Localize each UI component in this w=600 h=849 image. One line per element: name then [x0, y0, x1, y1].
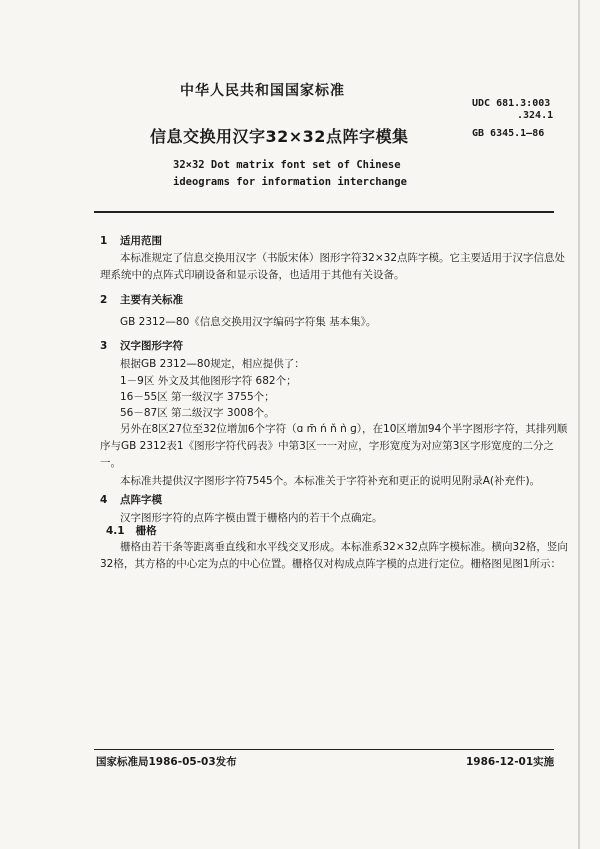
- document-title: 信息交换用汉字32×32点阵字模集: [150, 127, 409, 146]
- section-1-heading: [100, 233, 162, 248]
- gb-number: GB 6345.1—86: [472, 128, 545, 139]
- section-3-item-2: 16－55区 第一级汉字 3755个；: [120, 391, 275, 403]
- section-3-total: 本标准共提供汉字图形字符7545个。本标准关于字符补充和更正的说明见附录A(补充件)。: [120, 475, 541, 487]
- english-title-line-2: ideograms for information interchange: [173, 176, 407, 188]
- effective-date: 1986-12-01实施: [466, 756, 555, 768]
- section-2-heading: [100, 292, 183, 307]
- top-divider: [94, 211, 554, 213]
- section-4-heading: [100, 492, 162, 507]
- section-2-body: GB 2312—80《信息交换用汉字编码字符集 基本集》。: [120, 316, 377, 328]
- udc-code: [472, 98, 553, 122]
- english-title-line-1: 32×32 Dot matrix font set of Chinese: [173, 159, 401, 171]
- section-number: 4: [100, 494, 108, 506]
- section-number: 1: [100, 235, 108, 247]
- section-3-item-1: 1－9区 外文及其他图形字符 682个；: [120, 375, 297, 387]
- section-4-1-heading: [106, 523, 157, 538]
- section-4-1-body: 栅格由若干条等距离垂直线和水平线交叉形成。本标准系32×32点阵字模标准。横向32格，竖向32格，其方格的中心定为点的中心位置。栅格仅对构成点阵字模的点进行定位。栅格图见图1所示：: [100, 541, 568, 570]
- udc-line-1: UDC 681.3:003: [472, 98, 551, 109]
- section-4-body: 汉字图形字符的点阵字模由置于栅格内的若干个点确定。: [120, 512, 383, 524]
- udc-line-2: .324.1: [517, 110, 554, 121]
- section-title: 汉字图形字符: [120, 340, 183, 352]
- section-title: 适用范围: [120, 235, 162, 247]
- scan-edge-line: [578, 0, 580, 849]
- subsection-title: 栅格: [135, 525, 157, 537]
- section-3-heading: [100, 338, 183, 353]
- english-title: [173, 157, 473, 191]
- section-1-body: 本标准规定了信息交换用汉字（书版宋体）图形字符32×32点阵字模。它主要适用于汉字信息处理系统中的点阵式印刷设备和显示设备，也适用于其他有关设备。: [100, 252, 566, 281]
- section-number: 3: [100, 340, 108, 352]
- standard-title: 中华人民共和国国家标准: [180, 83, 345, 99]
- issue-date: 国家标准局1986-05-03发布: [96, 756, 237, 768]
- section-3-intro: 根据GB 2312—80规定，相应提供了：: [120, 358, 305, 370]
- section-number: 2: [100, 294, 108, 306]
- section-3-item-3: 56－87区 第二级汉字 3008个。: [120, 407, 275, 419]
- section-3-extra: 另外在8区27位至32位增加6个字符（ɑ m̄ ń ň ǹ ɡ），在10区增加94个半字图形字符，其排列顺序与GB 2312表1《图形字符代码表》中第3区一一对应，字形宽度为对应第3区字形宽度的二分之一。: [100, 423, 568, 469]
- section-title: 主要有关标准: [120, 294, 183, 306]
- bottom-divider: [94, 749, 554, 750]
- subsection-number: 4.1: [106, 525, 125, 537]
- section-title: 点阵字模: [120, 494, 162, 506]
